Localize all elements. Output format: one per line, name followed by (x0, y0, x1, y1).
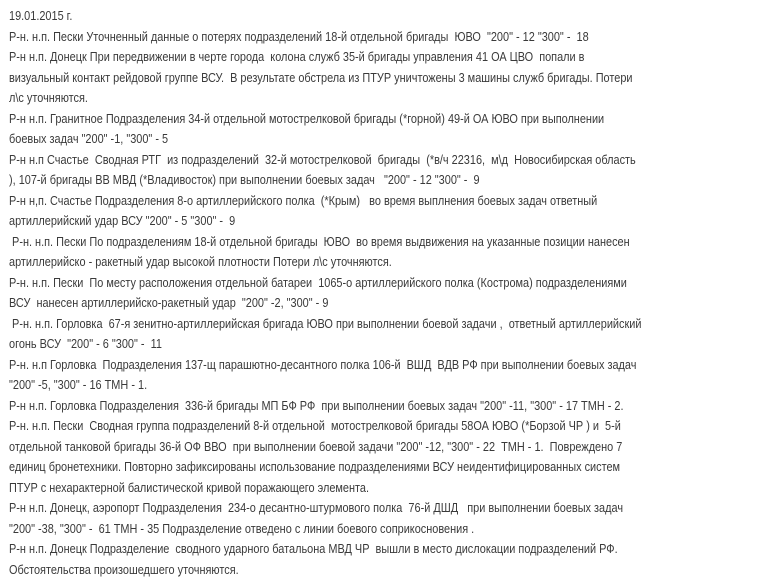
report-line: визуальный контакт рейдовой группе ВСУ. В результате обстрела из ПТУР уничтожены 3 машины служб бригады. Потери (9, 68, 768, 89)
report-entry (9, 416, 768, 498)
report-line: Р-н. н.п. Пески По месту расположения отдельной батареи 1065-о артиллерийского полка (Кострома) подразделениями (9, 273, 768, 294)
report-line: ПТУР с нехарактерной балистической кривой поражающего элемента. (9, 478, 768, 499)
report-entry (9, 355, 768, 396)
report-line: Р-н. н.п. Горловка 67-я зенитно-артиллерийская бригада ЮВО при выполнении боевой задачи , ответный артиллерийский (9, 314, 768, 335)
report-line: Р-н. н.п. Пески Сводная группа подразделений 8-й отдельной мотострелковой бригады 58ОА ЮВО (*Борзой ЧР ) и 5-й (9, 416, 768, 437)
report-entry (9, 191, 768, 232)
report-entry (9, 498, 768, 539)
report-line: "200" -5, "300" - 16 ТМН - 1. (9, 375, 768, 396)
report-entry (9, 314, 768, 355)
report-entry (9, 539, 768, 580)
report-list (9, 27, 768, 580)
report-line: Р-н н,п. Счастье Подразделения 8-о артиллерийского полка (*Крым) во время выплнения боевых задач ответный (9, 191, 768, 212)
report-line: отдельной танковой бригады 36-й ОФ ВВО при выполнении боевой задачи "200" -12, "300" - 22 ТМН - 1. Повреждено 7 (9, 437, 768, 458)
report-line: Обстоятельства произошедшего уточняются. (9, 560, 768, 580)
report-line: артиллерийский удар ВСУ "200" - 5 "300" - 9 (9, 211, 768, 232)
report-line: ВСУ нанесен артиллерийско-ракетный удар "200" -2, "300" - 9 (9, 293, 768, 314)
report-line: Р-н. н.п. Пески Уточненный данные о потерях подразделений 18-й отдельной бригады ЮВО "200" - 12 "300" - 18 (9, 27, 768, 48)
report-entry (9, 109, 768, 150)
report-line: артиллерийско - ракетный удар высокой плотности Потери л\с уточняются. (9, 252, 768, 273)
report-line: л\с уточняются. (9, 88, 768, 109)
report-entry (9, 232, 768, 273)
report-line: Р-н. н.п. Пески По подразделениям 18-й отдельной бригады ЮВО во время выдвижения на указанные позиции нанесен (9, 232, 768, 253)
report-date: 19.01.2015 г. (9, 6, 768, 27)
report-line: Р-н н.п. Донецк При передвижении в черте города колона служб 35-й бригады управления 41 ОА ЦВО попали в (9, 47, 768, 68)
report-entry (9, 273, 768, 314)
report-entry (9, 396, 768, 417)
report-line: Р-н н.п Счастье Сводная РТГ из подразделений 32-й мотострелковой бригады (*в/ч 22316, м\д Новосибирская область (9, 150, 768, 171)
report-line: Р-н н.п. Донецк, аэропорт Подразделения 234-о десантно-штурмового полка 76-й ДШД при выполнении боевых задач (9, 498, 768, 519)
report-line: Р-н н.п. Горловка Подразделения 336-й бригады МП БФ РФ при выполнении боевых задач "200" -11, "300" - 17 ТМН - 2. (9, 396, 768, 417)
report-line: Р-н. н.п Горловка Подразделения 137-щ парашютно-десантного полка 106-й ВШД ВДВ РФ при выполнении боевых задач (9, 355, 768, 376)
report-entry (9, 27, 768, 48)
report-line: огонь ВСУ "200" - 6 "300" - 11 (9, 334, 768, 355)
report-line: Р-н н.п. Донецк Подразделение сводного ударного батальона МВД ЧР вышли в место дислокации подразделений РФ. (9, 539, 768, 560)
report-entry (9, 47, 768, 109)
report-line: Р-н н.п. Гранитное Подразделения 34-й отдельной мотострелковой бригады (*горной) 49-й ОА ЮВО при выполнении (9, 109, 768, 130)
document-body (9, 6, 768, 580)
report-line: ), 107-й бригады ВВ МВД (*Владивосток) при выполнении боевых задач "200" - 12 "300" - 9 (9, 170, 768, 191)
report-entry (9, 150, 768, 191)
report-line: боевых задач "200" -1, "300" - 5 (9, 129, 768, 150)
report-line: единиц бронетехники. Повторно зафиксированы использование подразделениями ВСУ неидентифицированных систем (9, 457, 768, 478)
report-line: "200" -38, "300" - 61 ТМН - 35 Подразделение отведено с линии боевого соприкосновения . (9, 519, 768, 540)
